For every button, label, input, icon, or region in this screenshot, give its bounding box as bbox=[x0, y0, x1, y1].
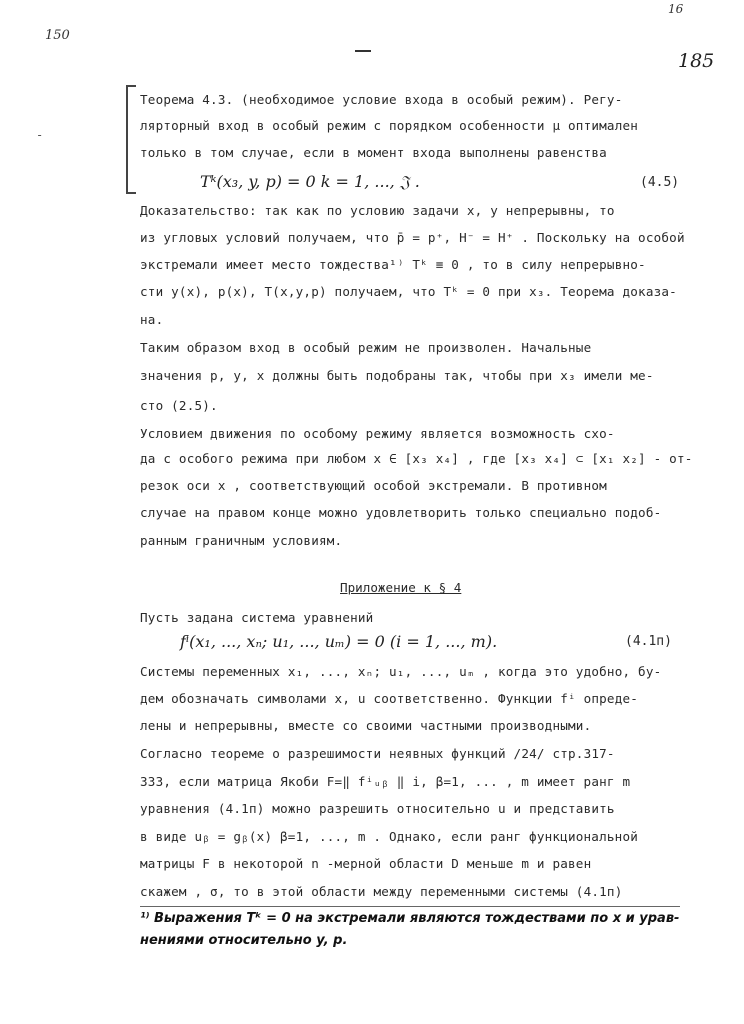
footnote-line-2: нениями относительно y, p. bbox=[140, 933, 348, 948]
paragraph-2-line-1: Условием движения по особому режиму является возможность схо- bbox=[140, 426, 615, 441]
footnote-separator bbox=[140, 906, 680, 907]
proof-line-3: экстремали имеет место тождества¹⁾ Tᵏ ≡ 0 , то в силу непрерывно- bbox=[140, 257, 646, 272]
appendix-line-10: скажем , σ, то в этой области между переменными системы (4.1п) bbox=[140, 884, 623, 899]
page-number: 185 bbox=[678, 50, 715, 72]
proof-line-1: Доказательство: так как по условию задачи x, y непрерывны, то bbox=[140, 203, 615, 218]
appendix-line-2: Системы переменных x₁, ..., xₙ; u₁, ..., uₘ , когда это удобно, бу- bbox=[140, 664, 662, 679]
paragraph-2-line-5: ранным граничным условиям. bbox=[140, 533, 343, 548]
paragraph-2-line-4: случае на правом конце можно удовлетворить только специально подоб- bbox=[140, 505, 662, 520]
appendix-line-1: Пусть задана система уравнений bbox=[140, 610, 374, 625]
footnote-line-1: ¹⁾ Выражения Tᵏ = 0 на экстремали являются тождествами по x и урав- bbox=[140, 911, 680, 926]
equation-4-1p-number: (4.1п) bbox=[625, 634, 672, 649]
appendix-line-7: уравнения (4.1п) можно разрешить относительно u и представить bbox=[140, 801, 615, 816]
proof-line-4: сти y(x), p(x), T(x,y,p) получаем, что Tᵏ = 0 при x₃. Теорема доказа- bbox=[140, 284, 677, 299]
equation-4-5: Tᵏ(x₃, y, p) = 0 k = 1, ..., 𝔍 . bbox=[200, 172, 420, 191]
theorem-bracket bbox=[126, 85, 136, 194]
paragraph-1-line-1: Таким образом вход в особый режим не произволен. Начальные bbox=[140, 340, 592, 355]
appendix-heading: Приложение к § 4 bbox=[340, 580, 462, 595]
paragraph-1-line-2: значения p, y, x должны быть подобраны так, чтобы при x₃ имели ме- bbox=[140, 368, 654, 383]
appendix-line-3: дем обозначать символами x, u соответственно. Функции fⁱ опреде- bbox=[140, 691, 639, 706]
appendix-line-6: 333, если матрица Якоби F=‖ fⁱᵤᵦ ‖ i, β=1, ... , m имеет ранг m bbox=[140, 774, 631, 789]
paragraph-2-line-3: резок оси x , соответствующий особой экстремали. В противном bbox=[140, 478, 607, 493]
equation-4-1p: fⁱ(x₁, ..., xₙ; u₁, ..., uₘ) = 0 (i = 1, ..., m). bbox=[180, 632, 498, 651]
appendix-line-5: Согласно теореме о разрешимости неявных функций /24/ стр.317- bbox=[140, 746, 615, 761]
theorem-line-2: лярторный вход в особый режим с порядком особенности μ оптимален bbox=[140, 118, 639, 133]
proof-line-5: на. bbox=[140, 312, 164, 327]
appendix-line-4: лены и непрерывны, вместе со своими частными производными. bbox=[140, 718, 592, 733]
theorem-line-3: только в том случае, если в момент входа выполнены равенства bbox=[140, 145, 607, 160]
proof-line-2: из угловых условий получаем, что p̄ = p⁺, H⁻ = H⁺ . Поскольку на особой bbox=[140, 230, 685, 245]
appendix-line-9: матрицы F в некоторой n -мерной области D меньше m и равен bbox=[140, 856, 592, 871]
paragraph-2-line-2: да с особого режима при любом x ∈ [x₃ x₄] , где [x₃ x₄] ⊂ [x₁ x₂] - от- bbox=[140, 451, 693, 466]
top-dash bbox=[355, 50, 371, 52]
equation-4-5-number: (4.5) bbox=[640, 175, 680, 190]
margin-note-left: 150 bbox=[45, 28, 70, 43]
appendix-line-8: в виде uᵦ = gᵦ(x) β=1, ..., m . Однако, если ранг функциональной bbox=[140, 829, 639, 844]
margin-note-right: 16 bbox=[668, 2, 684, 16]
paragraph-1-line-3: сто (2.5). bbox=[140, 398, 218, 413]
theorem-line-1: Теорема 4.3. (необходимое условие входа в особый режим). Регу- bbox=[140, 92, 623, 107]
margin-tick-mark: - bbox=[36, 128, 44, 142]
